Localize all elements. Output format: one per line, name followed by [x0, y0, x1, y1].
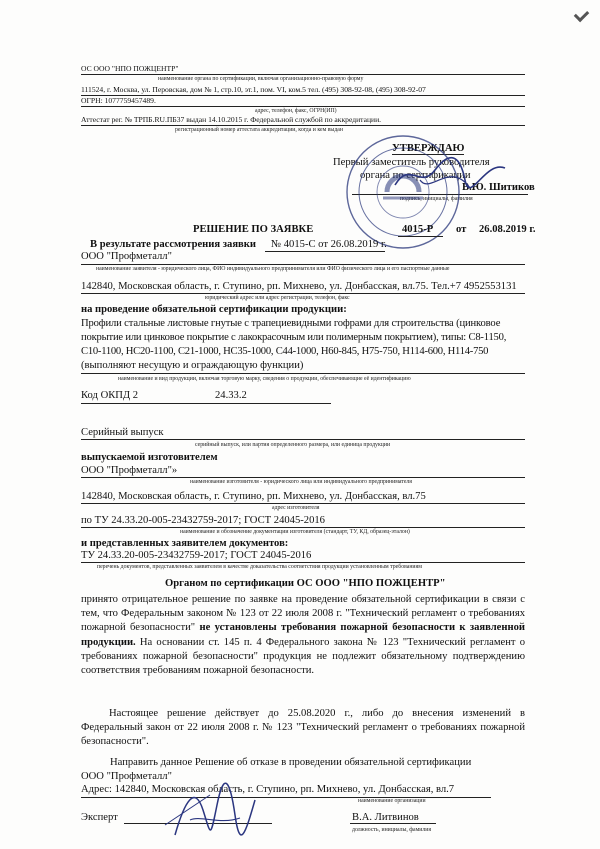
org-address: 111524, г. Москва, ул. Перовская, дом № 1, стр.10, эт.1, пом. VI, ком.5 тел. (495) 308-92-08, (495) 308-92-07	[81, 85, 426, 94]
approval-title: УТВЕРЖДАЮ	[392, 143, 465, 154]
manufacturer-name-caption: наименование изготовителя - юридического лица или индивидуального предпринимателя	[190, 479, 412, 485]
applicant-caption: наименование заявителя - юридического лица, ФИО индивидуального предпринимателя или ФИО физического лица и его паспортные данные	[96, 266, 450, 272]
accreditation-certificate: Аттестат рег. № ТРПБ.RU.ПБ37 выдан 14.10.2015 г. Федеральной службой по аккредитации.	[81, 115, 382, 124]
corner-mark-icon	[574, 7, 590, 23]
okpd-label: Код ОКПД 2	[81, 390, 139, 401]
product-line-2: покрытие или цинковое покрытие с лакокрасочным или полимерным покрытием), типы: С8-1150,	[81, 332, 507, 343]
organ-line: Органом по сертификации ОС ООО "НПО ПОЖЦЕНТР"	[165, 578, 446, 589]
decision-paragraph-1	[81, 593, 525, 678]
decision-title: РЕШЕНИЕ ПО ЗАЯВКЕ	[193, 224, 314, 235]
product-line-4: (выполняют несущую и ограждающую функции)	[81, 360, 304, 371]
expert-label: Эксперт	[81, 812, 118, 823]
approval-signer-caption: подпись, инициалы, фамилия	[400, 196, 473, 202]
manufacturer-name: ООО "Профметалл"»	[81, 465, 178, 476]
org-ogrn: ОГРН: 1077759457489.	[81, 96, 156, 105]
manufacturer-docs-caption: наименование и обозначение документации изготовителя (стандарт, ТУ, КД, образец-эталон)	[180, 529, 410, 535]
approval-organ: органа по сертификации	[360, 170, 471, 181]
approval-signer: В.Ю. Шитиков	[462, 182, 535, 193]
application-intro: В результате рассмотрения заявки	[90, 239, 256, 250]
manufacturer-heading: выпускаемой изготовителем	[81, 452, 218, 463]
approval-position: Первый заместитель руководителя	[333, 157, 490, 168]
manufacturer-address-caption: адрес изготовителя	[272, 505, 320, 511]
accreditation-caption: регистрационный номер аттестата аккредитации, когда и кем выдан	[175, 127, 343, 133]
product-heading: на проведение обязательной сертификации продукции:	[81, 304, 347, 315]
expert-caption: должность, инициалы, фамилия	[352, 827, 432, 833]
submitted-caption: перечень документов, представленных заявителем в качестве доказательства соответствия продукции установленным требованиям	[97, 564, 422, 570]
org-address-caption: адрес, телефон, факс, ОГРН(ИП)	[255, 108, 337, 114]
send-caption: наименование организации	[358, 798, 426, 804]
org-name: ОС ООО "НПО ПОЖЦЕНТР"	[81, 64, 179, 73]
org-name-caption: наименование органа по сертификации, включая организационно-правовую форму	[158, 76, 364, 82]
okpd-value: 24.33.2	[215, 390, 247, 401]
decision-text-c: На основании ст. 145 п. 4 Федерального закона № 123 "Технический регламент о требованиях пожарной безопасности" продукция не подлежит обязательному подтверждению соответствия требованиям пожарной безопасности.	[81, 636, 525, 677]
product-line-1: Профили стальные листовые гнутые с трапециевидными гофрами для строительства (цинковое	[81, 318, 501, 329]
expert-name: В.А. Литвинов	[352, 812, 419, 823]
applicant-address: 142840, Московская область, г. Ступино, рп. Михнево, ул. Донбасская, вл.75. Тел.+7 4952553131	[81, 281, 517, 292]
send-instruction: Направить данное Решение об отказе в проведении обязательной сертификации	[110, 757, 472, 768]
send-address: Адрес: 142840, Московская область, г. Ступино, рп. Михнево, ул. Донбасская, вл.7	[81, 784, 455, 795]
decision-date: 26.08.2019 г.	[479, 224, 536, 235]
decision-paragraph-2: Настоящее решение действует до 25.08.2020 г., либо до внесения изменений в Федеральный закон от 22 июля 2008 г. № 123 "Технический регламент о требованиях пожарной безопасности".	[81, 708, 525, 748]
approval-signature-icon	[390, 150, 510, 200]
series-type: Серийный выпуск	[81, 427, 164, 438]
product-caption: наименование и вид продукции, включая торговую марку, сведения о продукции, обеспечивающие её идентификацию	[118, 376, 411, 382]
manufacturer-address: 142840, Московская область, г. Ступино, рп. Михнево, ул. Донбасская, вл.75	[81, 491, 426, 502]
product-line-3: С10-1100, НС20-1100, С21-1000, НС35-1000, С44-1000, Н60-845, Н75-750, Н114-600, Н114-750	[81, 346, 489, 357]
decision-date-prefix: от	[456, 224, 467, 235]
expert-signature-icon	[155, 780, 265, 845]
manufacturer-docs: по ТУ 24.33.20-005-23432759-2017; ГОСТ 24045-2016	[81, 515, 325, 526]
submitted-heading: и представленных заявителем документов:	[81, 538, 289, 549]
applicant-address-caption: юридический адрес или адрес регистрации, телефон, факс	[205, 295, 350, 301]
application-number: № 4015-С от 26.08.2019 г.	[271, 239, 387, 250]
decision-text-a: принято отрицательное решение по заявке на проведение обязательной сертификации в связи с тем, что Федеральным законом № 123 от 22 июля 2008 г. "Технический регламент о требованиях пожарной безопасности"	[81, 594, 525, 634]
decision-text-bold: не установлены требования пожарной безопасности к заявленной продукции.	[81, 622, 525, 648]
series-caption: серийный выпуск, или партия определенного размера, или единица продукции	[195, 442, 391, 448]
decision-number: 4015-Р	[402, 224, 434, 235]
submitted-docs: ТУ 24.33.20-005-23432759-2017; ГОСТ 24045-2016	[81, 550, 312, 561]
applicant-name: ООО "Профметалл"	[81, 251, 172, 262]
send-organization: ООО "Профметалл"	[81, 771, 172, 782]
